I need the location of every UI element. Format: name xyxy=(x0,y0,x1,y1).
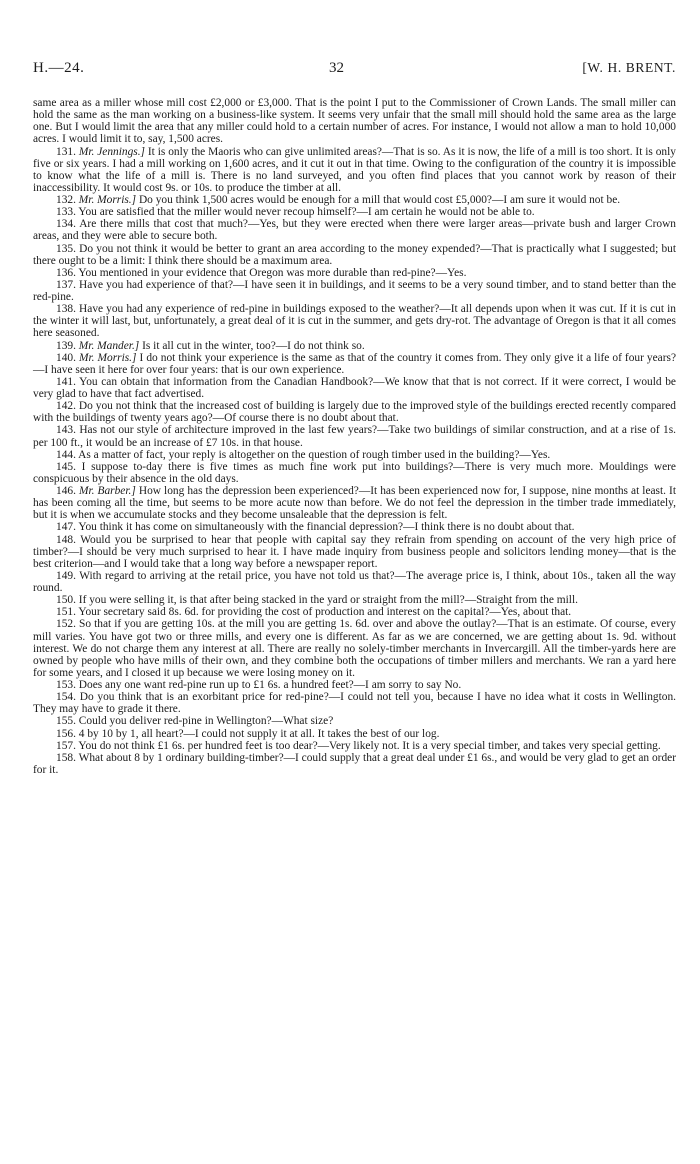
question-paragraph xyxy=(33,194,676,206)
question-number: 150. xyxy=(56,594,76,607)
paragraph-text: Is it all cut in the winter, too?—I do not think so. xyxy=(142,339,365,352)
paragraph-text: You can obtain that information from the Canadian Handbook?—We know that that is not correct. If it were correct, I would be very glad to have that fact advertised. xyxy=(33,375,676,400)
question-number: 132. xyxy=(56,194,76,206)
paragraph-text: You mentioned in your evidence that Oregon was more durable than red-pine?—Yes. xyxy=(78,266,467,279)
question-paragraph xyxy=(33,691,676,715)
paragraph-text: Would you be surprised to hear that people with capital say they refrain from spending on account of the very high price of timber?—I should be very much surprised to hear it. I have made inquiry from business people and solicitors lending money—that is the best criterion—and I would take that a long way before a newspaper report. xyxy=(33,533,676,570)
question-number: 147. xyxy=(56,521,76,534)
witness-name: [W. H. BRENT. xyxy=(582,60,676,75)
question-paragraph xyxy=(33,400,676,424)
question-paragraph xyxy=(33,521,676,533)
paragraph-text: You do not think £1 6s. per hundred feet is too dear?—Very likely not. It is a very special timber, and takes very special getting. xyxy=(78,739,661,752)
question-number: 139. xyxy=(56,339,76,352)
paragraph-text: You are satisfied that the miller would never recoup himself?—I am certain he would not be able to. xyxy=(78,206,535,219)
question-paragraph xyxy=(33,728,676,740)
paragraph-text: Could you deliver red-pine in Wellington?—What size? xyxy=(78,715,334,728)
paragraph-text: 4 by 10 by 1, all heart?—I could not supply it at all. It takes the best of our log. xyxy=(78,727,440,740)
paragraph-text: Do you not think that the increased cost of building is largely due to the improved style of the buildings erected recently compared with the buildings of twenty years ago?—Of course there is no doubt about that. xyxy=(33,400,676,425)
question-paragraph xyxy=(33,570,676,594)
question-paragraph xyxy=(33,715,676,727)
speaker-name: Mr. Jennings.] xyxy=(78,145,145,158)
question-number: 145. xyxy=(56,460,76,473)
question-number: 155. xyxy=(56,715,76,728)
question-paragraph xyxy=(33,352,676,376)
question-paragraph xyxy=(33,376,676,400)
question-number: 133. xyxy=(56,206,76,219)
question-number: 158. xyxy=(56,751,76,764)
question-number: 148. xyxy=(56,533,76,546)
question-paragraph xyxy=(33,679,676,691)
question-number: 137. xyxy=(56,278,76,291)
speaker-name: Mr. Barber.] xyxy=(78,485,136,497)
question-paragraph xyxy=(33,146,676,195)
question-number: 143. xyxy=(56,424,76,437)
paragraph-text: Your secretary said 8s. 6d. for providing the cost of production and interest on the capital?—Yes, about that. xyxy=(78,606,572,619)
question-number: 140. xyxy=(56,351,76,364)
paragraph-text: Do you think 1,500 acres would be enough for a mill that would cost £5,000?—I am sure it would not be. xyxy=(138,194,621,206)
question-paragraph xyxy=(33,449,676,461)
question-number: 138. xyxy=(56,303,76,316)
question-number: 146. xyxy=(56,485,76,497)
question-number: 154. xyxy=(56,691,76,704)
paragraph-text: Are there mills that cost that much?—Yes, but they were erected when there were larger areas—private bush and larger Crown areas, and they were able to secure both. xyxy=(33,218,676,243)
question-number: 141. xyxy=(56,375,76,388)
question-number: 144. xyxy=(56,448,76,461)
question-paragraph xyxy=(33,485,676,521)
paragraph-text: Does any one want red-pine run up to £1 6s. a hundred feet?—I am sorry to say No. xyxy=(78,679,462,691)
question-number: 157. xyxy=(56,739,76,752)
question-paragraph xyxy=(33,243,676,267)
paragraph-text: You think it has come on simultaneously with the financial depression?—I think there is no doubt about that. xyxy=(78,521,575,534)
question-paragraph xyxy=(33,606,676,618)
question-number: 152. xyxy=(56,618,76,631)
paragraph-text: With regard to arriving at the retail price, you have not told us that?—The average price is, I think, about 10s., taken all the way round. xyxy=(33,569,676,594)
question-paragraph xyxy=(33,340,676,352)
question-number: 149. xyxy=(56,569,76,582)
paragraph-text: Do you think that is an exorbitant price for red-pine?—I could not tell you, because I have no idea what it costs in Wellington. They may have to grade it there. xyxy=(33,691,676,716)
question-number: 135. xyxy=(56,242,76,255)
paragraph-text: What about 8 by 1 ordinary building-timber?—I could supply that a great deal under £1 6s., and would be very glad to get an order for it. xyxy=(33,751,676,776)
evidence-text xyxy=(33,97,676,776)
paragraph-text: Have you had any experience of red-pine in buildings exposed to the weather?—It all depends upon when it was cut. If it is cut in the winter it will last, but, unfortunately, a great deal of it is cut in the summer, and gets dry-rot. The advantage of Oregon is that it all comes here seasoned. xyxy=(33,303,676,340)
question-paragraph xyxy=(33,279,676,303)
question-paragraph xyxy=(33,618,676,679)
question-paragraph xyxy=(33,424,676,448)
question-number: 131. xyxy=(56,145,76,158)
paragraph-text: I do not think your experience is the same as that of the country it comes from. They only give it a life of four years?—I have seen it here for over four years: that is our own experience. xyxy=(33,351,677,376)
question-paragraph xyxy=(33,218,676,242)
question-paragraph xyxy=(33,740,676,752)
question-paragraph xyxy=(33,461,676,485)
paragraph-text: As a matter of fact, your reply is altogether on the question of rough timber used in the building?—Yes. xyxy=(78,448,551,461)
question-paragraph xyxy=(33,534,676,570)
speaker-name: Mr. Morris.] xyxy=(78,194,137,206)
paragraph-text: It is only the Maoris who can give unlimited areas?—That is so. As it is now, the life of a mill is too short. It is only five or six years. I had a mill working on 1,600 acres, and it cut it out in that time. Owing to the configuration of the country it is impossible to know what the life of a mill is. There is no land surveyed, and you often find places that you cannot work by reason of their inaccessibility. It would cost 9s. or 10s. to produce the timber at all. xyxy=(33,145,676,194)
paragraph-text: How long has the depression been experienced?—It has been experienced now for, I suppose, nine months at least. It has been coming all the time, but seems to be more acute now than before. We do not feel the depression in the timber trade immediately, but it is when we accumulate stocks and they become unsaleable that the depression is felt. xyxy=(33,485,676,522)
speaker-name: Mr. Mander.] xyxy=(78,339,140,352)
question-number: 142. xyxy=(56,400,76,413)
question-paragraph xyxy=(33,303,676,339)
paragraph-text: If you were selling it, is that after being stacked in the yard or straight from the mill?—Straight from the mill. xyxy=(78,594,578,607)
question-number: 136. xyxy=(56,266,76,279)
paragraph-text: Do you not think it would be better to grant an area according to the money expended?—That is practically what I suggested; but there ought to be a limit: I think there should be a maximum area. xyxy=(33,242,676,267)
page-number: 32 xyxy=(329,60,344,76)
paragraph-text: Has not our style of architecture improved in the last few years?—Take two buildings of similar construction, and at a rise of 1s. per 100 ft., it would be an increase of £7 10s. in that house. xyxy=(33,424,676,449)
question-paragraph xyxy=(33,752,676,776)
paragraph-text: Have you had experience of that?—I have seen it in buildings, and it seems to be a very sound timber, and to stand better than the red-pine. xyxy=(33,278,676,303)
paragraph-text: I suppose to-day there is five times as much fine work put into buildings?—There is very much more. Mouldings were conspicuous by their absence in the old days. xyxy=(33,460,676,485)
question-paragraph xyxy=(33,267,676,279)
question-number: 151. xyxy=(56,606,76,619)
question-paragraph xyxy=(33,97,676,146)
speaker-name: Mr. Morris.] xyxy=(78,351,137,364)
paragraph-text: same area as a miller whose mill cost £2,000 or £3,000. That is the point I put to the Commissioner of Crown Lands. The small miller can hold the same as the man working on a business-like system. It seems very unfair that the small mill should hold the same area as the large one. But I would limit the area that any miller could hold to a certain number of acres. For instance, I would not allow a man to hold 10,000 acres. I would limit it to, say, 1,500 acres. xyxy=(33,97,676,146)
paragraph-text: So that if you are getting 10s. at the mill you are getting 1s. 6d. over and above the outlay?—That is an estimate. Of course, every mill varies. You have got two or three mills, and every one is different. As far as we are concerned, we are getting about 1s. 9d. without interest. We do not charge them any interest at all. There are really no solely-timber merchants in Invercargill. All the timber-yards here are owned by people who have mills of their own, and they combine both the occupations of timber millers and merchants. We ran a yard here for some years, and I closed it up because we were losing money on it. xyxy=(33,618,676,679)
question-number: 153. xyxy=(56,679,76,691)
question-paragraph xyxy=(33,206,676,218)
question-number: 134. xyxy=(56,218,76,231)
question-paragraph xyxy=(33,594,676,606)
page-header xyxy=(33,60,676,82)
document-reference: H.—24. xyxy=(33,60,85,76)
question-number: 156. xyxy=(56,727,76,740)
